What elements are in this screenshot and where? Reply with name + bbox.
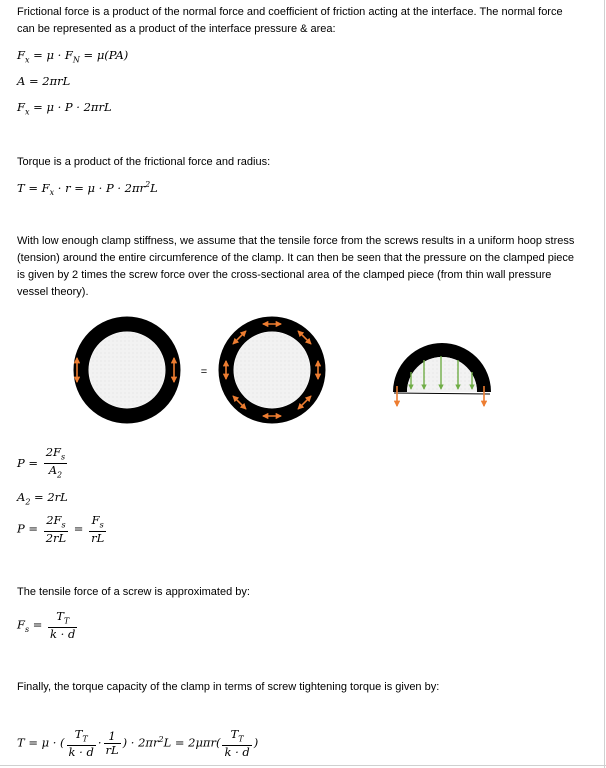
clamp-ring-screw-force xyxy=(77,324,174,416)
final-paragraph: Finally, the torque capacity of the clamp in terms of screw tightening torque is given by: xyxy=(17,681,440,693)
stiffness-paragraph: With low enough clamp stiffness, we assume that the tensile force from the screws results in a uniform hoop stress (tension) around the entire circumference of the clamp. It can then be seen that the pressure on the clamped piece is given by 2 times the screw force over the cross-sectional area of the clamped piece (from thin wall pressure vessel theory). xyxy=(17,235,575,298)
page-edge-bottom xyxy=(0,765,606,766)
equation-pressure-ratio: P = $\frac{2F_s}{A_2}$ xyxy=(17,445,66,480)
equation-screw-force: $F_s$ = $\frac{T_T}{k \cdot d}$ xyxy=(17,609,76,642)
equation-cross-section-area: $A_2 = 2rL$ xyxy=(17,490,68,507)
screw-force-paragraph: The tensile force of a screw is approximated by: xyxy=(17,586,250,598)
half-ring-pressure-diagram xyxy=(394,350,490,406)
equation-friction-force: $F_x = \mu \cdot F_N = \mu(PA)$ xyxy=(17,48,129,65)
equation-pressure-simplified: P = $\frac{2F_s}{2rL}$ = $\frac{F_s}{rL}$ xyxy=(17,513,105,546)
equals-sign: = xyxy=(200,366,208,378)
equation-torque-capacity: T = μ · ( $\frac{T_T}{k \cdot d}$ · $\frac{1}{rL}$ ) · $2\pi r^2L = 2\mu\pi r$( $\frac{T_T}{k \cdot d}$ ) xyxy=(17,727,259,760)
clamp-ring-hoop-stress xyxy=(226,324,318,416)
torque-paragraph: Torque is a product of the frictional force and radius: xyxy=(17,156,271,168)
figure-svg xyxy=(0,300,606,440)
equation-friction-expanded: $F_x = \mu \cdot P \cdot 2\pi rL$ xyxy=(17,100,112,117)
equation-area: A = 2πrL xyxy=(17,74,71,88)
equation-torque: $T = F_x \cdot r = \mu \cdot P \cdot 2\pi r^2L$ xyxy=(17,180,158,198)
intro-paragraph: Frictional force is a product of the normal force and coefficient of friction acting at the interface. The normal force can be represented as a product of the interface pressure & area: xyxy=(17,6,563,35)
hoop-stress-figure xyxy=(0,300,606,440)
